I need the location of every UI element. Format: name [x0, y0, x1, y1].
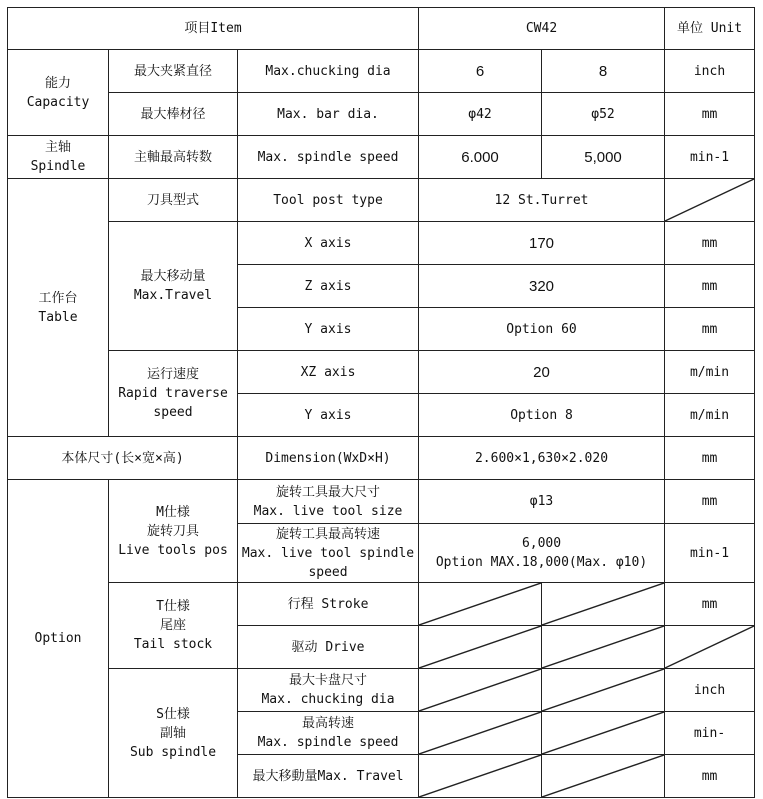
chuck-value-1: 6	[419, 50, 542, 93]
spindle-speed-label-en: Max. spindle speed	[238, 136, 419, 179]
table-row	[8, 136, 755, 179]
live-size-label: 旋转工具最大尺寸 Max. live tool size	[238, 480, 419, 524]
spindle-speed-label-zh: 主軸最高转数	[109, 136, 238, 179]
table-row	[8, 222, 755, 265]
live-size-value: φ13	[419, 480, 665, 524]
sub-speed-unit: min-	[665, 712, 755, 755]
dimension-label-zh: 本体尺寸(长×宽×高)	[8, 437, 238, 480]
diagonal-slash	[542, 669, 665, 712]
rapid-group: 运行速度 Rapid traverse speed	[109, 351, 238, 437]
travel-z-label: Z axis	[238, 265, 419, 308]
option-group: Option	[8, 480, 109, 798]
travel-group: 最大移动量 Max.Travel	[109, 222, 238, 351]
sub-speed-label: 最高转速 Max. spindle speed	[238, 712, 419, 755]
dimension-unit: mm	[665, 437, 755, 480]
table-row	[8, 93, 755, 136]
chuck-label-zh: 最大夹紧直径	[109, 50, 238, 93]
dimension-value: 2.600×1,630×2.020	[419, 437, 665, 480]
spindle-speed-unit: min-1	[665, 136, 755, 179]
sub-travel-label: 最大移動量Max. Travel	[238, 755, 419, 798]
dimension-label-en: Dimension(WxD×H)	[238, 437, 419, 480]
spindle-speed-value-2: 5,000	[542, 136, 665, 179]
diagonal-slash	[665, 626, 755, 669]
live-tools-group: M仕様 旋转刀具 Live tools pos	[109, 480, 238, 583]
bar-label-en: Max. bar dia.	[238, 93, 419, 136]
diagonal-slash	[419, 669, 542, 712]
sub-spindle-group: S仕様 副轴 Sub spindle	[109, 669, 238, 798]
travel-x-label: X axis	[238, 222, 419, 265]
live-speed-value: 6,000 Option MAX.18,000(Max. φ10)	[419, 524, 665, 583]
bar-unit: mm	[665, 93, 755, 136]
tail-stroke-label: 行程 Stroke	[238, 583, 419, 626]
diagonal-slash	[542, 626, 665, 669]
table-row	[8, 351, 755, 394]
rapid-y-unit: m/min	[665, 394, 755, 437]
live-size-unit: mm	[665, 480, 755, 524]
travel-z-value: 320	[419, 265, 665, 308]
tool-post-value: 12 St.Turret	[419, 179, 665, 222]
tail-drive-label: 驱动 Drive	[238, 626, 419, 669]
rapid-y-label: Y axis	[238, 394, 419, 437]
spindle-group: 主轴 Spindle	[8, 136, 109, 179]
diagonal-slash	[665, 179, 755, 222]
diagonal-slash	[419, 712, 542, 755]
table-group: 工作台 Table	[8, 179, 109, 437]
travel-y-label: Y axis	[238, 308, 419, 351]
diagonal-slash	[542, 712, 665, 755]
spec-table	[7, 7, 755, 798]
travel-x-unit: mm	[665, 222, 755, 265]
sub-chuck-unit: inch	[665, 669, 755, 712]
header-item: 项目Item	[8, 8, 419, 50]
bar-value-2: φ52	[542, 93, 665, 136]
bar-label-zh: 最大棒材径	[109, 93, 238, 136]
sub-chuck-label: 最大卡盘尺寸 Max. chucking dia	[238, 669, 419, 712]
diagonal-slash	[419, 755, 542, 798]
tool-post-label-en: Tool post type	[238, 179, 419, 222]
travel-z-unit: mm	[665, 265, 755, 308]
table-row	[8, 583, 755, 626]
capacity-group: 能力 Capacity	[8, 50, 109, 136]
travel-y-value: Option 60	[419, 308, 665, 351]
travel-x-value: 170	[419, 222, 665, 265]
header-unit: 单位 Unit	[665, 8, 755, 50]
tail-stock-group: T仕様 尾座 Tail stock	[109, 583, 238, 669]
tool-post-label-zh: 刀具型式	[109, 179, 238, 222]
diagonal-slash	[419, 626, 542, 669]
live-speed-label: 旋转工具最高转速 Max. live tool spindle speed	[238, 524, 419, 583]
diagonal-slash	[419, 583, 542, 626]
chuck-label-en: Max.chucking dia	[238, 50, 419, 93]
sub-travel-unit: mm	[665, 755, 755, 798]
tail-stroke-unit: mm	[665, 583, 755, 626]
rapid-xz-label: XZ axis	[238, 351, 419, 394]
table-row	[8, 480, 755, 524]
chuck-value-2: 8	[542, 50, 665, 93]
rapid-y-value: Option 8	[419, 394, 665, 437]
table-row	[8, 669, 755, 712]
rapid-xz-value: 20	[419, 351, 665, 394]
table-row	[8, 437, 755, 480]
rapid-xz-unit: m/min	[665, 351, 755, 394]
bar-value-1: φ42	[419, 93, 542, 136]
table-row	[8, 50, 755, 93]
live-speed-unit: min-1	[665, 524, 755, 583]
diagonal-slash	[542, 755, 665, 798]
header-model: CW42	[419, 8, 665, 50]
header-row	[8, 8, 755, 50]
chuck-unit: inch	[665, 50, 755, 93]
table-row	[8, 179, 755, 222]
diagonal-slash	[542, 583, 665, 626]
travel-y-unit: mm	[665, 308, 755, 351]
spindle-speed-value-1: 6.000	[419, 136, 542, 179]
